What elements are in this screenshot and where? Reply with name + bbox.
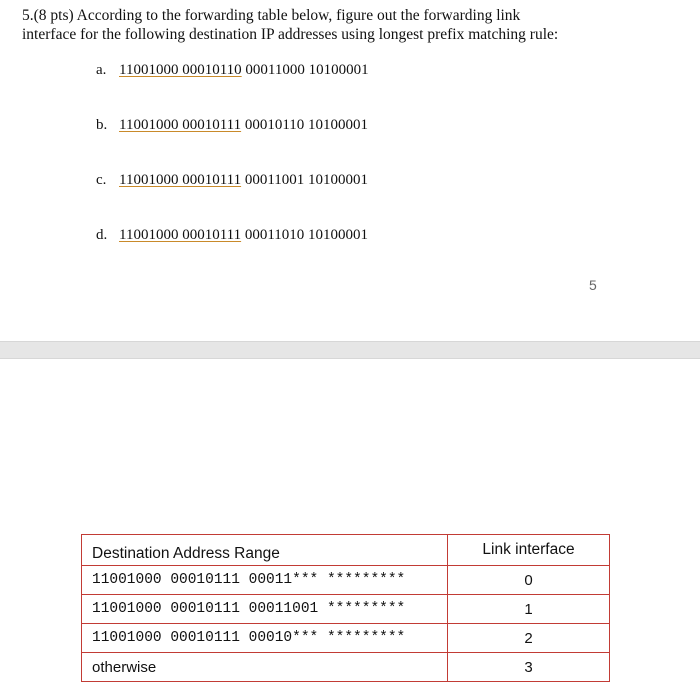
address-item-a (96, 62, 369, 79)
page-break-divider (0, 341, 700, 359)
link-interface-cell: 2 (448, 624, 610, 653)
item-prefix: 11001000 00010110 (119, 62, 242, 78)
item-letter: b. (96, 117, 108, 133)
question-text (22, 6, 682, 44)
item-rest: 00010110 10100001 (241, 117, 369, 133)
table-row (82, 566, 610, 595)
address-item-b (96, 117, 368, 134)
item-prefix: 11001000 00010111 (119, 227, 242, 243)
header-link-interface: Link interface (448, 535, 610, 566)
forwarding-table (81, 534, 610, 682)
item-rest: 00011000 10100001 (241, 62, 369, 78)
item-rest: 00011001 10100001 (241, 172, 369, 188)
item-letter: c. (96, 172, 107, 188)
page-number: 5 (589, 277, 597, 293)
link-interface-cell: 0 (448, 566, 610, 595)
item-letter: a. (96, 62, 107, 78)
item-rest: 00011010 10100001 (241, 227, 369, 243)
address-item-d (96, 227, 368, 244)
destination-range-cell: 11001000 00010111 00011001 ********* (82, 595, 448, 624)
question-line-2: interface for the following destination IP addresses using longest prefix matching rule: (22, 26, 559, 43)
table-row (82, 624, 610, 653)
item-prefix: 11001000 00010111 (119, 172, 242, 188)
address-item-c (96, 172, 368, 189)
destination-range-cell: 11001000 00010111 00010*** ********* (82, 624, 448, 653)
table-row (82, 595, 610, 624)
header-destination-range: Destination Address Range (82, 535, 448, 566)
item-prefix: 11001000 00010111 (119, 117, 242, 133)
item-letter: d. (96, 227, 108, 243)
table-row (82, 653, 610, 682)
destination-range-cell: 11001000 00010111 00011*** ********* (82, 566, 448, 595)
destination-range-cell: otherwise (82, 653, 448, 682)
question-line-1: 5.(8 pts) According to the forwarding table below, figure out the forwarding link (22, 7, 521, 24)
table-header-row (82, 535, 610, 566)
link-interface-cell: 3 (448, 653, 610, 682)
link-interface-cell: 1 (448, 595, 610, 624)
